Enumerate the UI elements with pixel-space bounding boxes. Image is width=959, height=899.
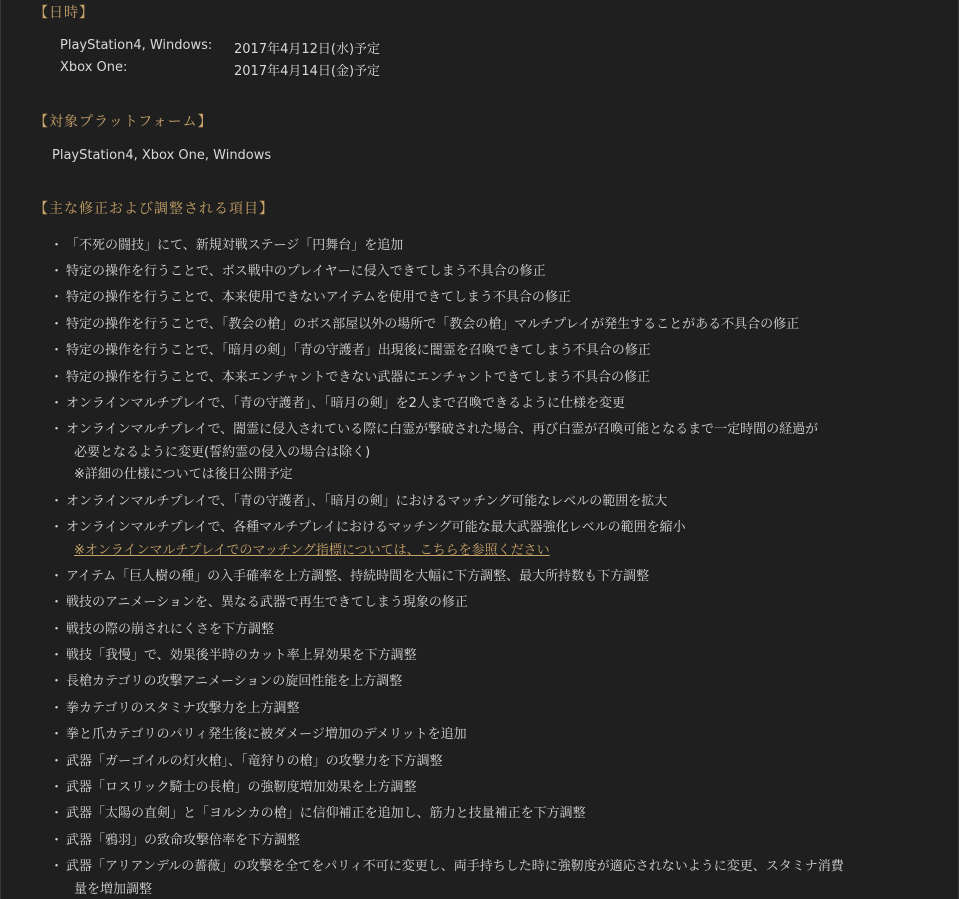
bullet: ・ xyxy=(50,494,64,509)
changes-heading: 【主な修正および調整される項目】 xyxy=(34,201,274,217)
list-item xyxy=(50,418,818,437)
list-item xyxy=(50,723,467,742)
bullet: ・ xyxy=(50,370,64,385)
list-item-continuation: 必要となるように変更(誓約霊の侵入の場合は除く) xyxy=(74,445,371,460)
list-item-text: 戦技の際の崩されにくさを下方調整 xyxy=(66,622,275,637)
bullet: ・ xyxy=(50,422,64,437)
list-item-text: オンラインマルチプレイで、闇霊に侵入されている際に白霊が撃破された場合、再び白霊が召喚可能となるまで一定時間の経過が xyxy=(66,422,819,437)
bullet: ・ xyxy=(50,754,64,769)
bullet: ・ xyxy=(50,780,64,795)
list-item xyxy=(50,644,417,663)
list-item xyxy=(50,829,300,848)
bullet: ・ xyxy=(50,859,64,874)
list-item xyxy=(50,565,649,584)
bullet: ・ xyxy=(50,674,64,689)
bullet: ・ xyxy=(50,520,64,535)
list-item-text: 長槍カテゴリの攻撃アニメーションの旋回性能を上方調整 xyxy=(66,674,403,689)
bullet: ・ xyxy=(50,396,64,411)
list-item xyxy=(50,260,546,279)
list-item xyxy=(50,392,625,411)
list-item xyxy=(50,670,402,689)
list-item-text: 拳と爪カテゴリのパリィ発生後に被ダメージ増加のデメリットを追加 xyxy=(66,727,467,742)
bullet: ・ xyxy=(50,238,64,253)
bullet: ・ xyxy=(50,648,64,663)
list-item xyxy=(50,750,443,769)
list-item xyxy=(50,234,403,253)
list-item-text: 武器「太陽の直剣」と「ヨルシカの槍」に信仰補正を追加し、筋力と技量補正を下方調整 xyxy=(66,806,586,821)
bullet: ・ xyxy=(50,622,64,637)
list-item-text: 戦技のアニメーションを、異なる武器で再生できてしまう現象の修正 xyxy=(66,595,468,610)
bullet: ・ xyxy=(50,264,64,279)
list-item-continuation: 量を増加調整 xyxy=(74,882,153,897)
bullet: ・ xyxy=(50,569,64,584)
schedule-platform-xbox: Xbox One: xyxy=(60,60,128,75)
schedule-date-ps4-windows: 2017年4月12日(水)予定 xyxy=(234,42,381,57)
bullet: ・ xyxy=(50,701,64,716)
list-item-text: オンラインマルチプレイで、各種マルチプレイにおけるマッチング可能な最大武器強化レベルの範囲を縮小 xyxy=(66,520,686,535)
list-item xyxy=(50,490,667,509)
list-item-text: 武器「ガーゴイルの灯火槍」、「竜狩りの槍」の攻撃力を下方調整 xyxy=(66,754,443,769)
list-item xyxy=(50,516,686,535)
schedule-platform-ps4-windows: PlayStation4, Windows: xyxy=(60,38,213,53)
list-item-text: オンラインマルチプレイで、「青の守護者」、「暗月の剣」におけるマッチング可能なレベルの範囲を拡大 xyxy=(66,494,668,509)
list-item-text: 特定の操作を行うことで、「暗月の剣」「青の守護者」出現後に闇霊を召喚できてしまう不具合の修正 xyxy=(66,343,651,358)
schedule-heading: 【日時】 xyxy=(34,5,94,21)
list-item-text: 戦技「我慢」で、効果後半時のカット率上昇効果を下方調整 xyxy=(66,648,417,663)
matching-guide-link[interactable]: ※オンラインマルチプレイでのマッチング指標については、こちらを参照ください xyxy=(74,543,550,558)
list-item-text: 特定の操作を行うことで、ボス戦中のプレイヤーに侵入できてしまう不具合の修正 xyxy=(66,264,546,279)
bullet: ・ xyxy=(50,833,64,848)
list-item-text: アイテム「巨人樹の種」の入手確率を上方調整、持続時間を大幅に下方調整、最大所持数も下方調整 xyxy=(66,569,650,584)
platforms-heading: 【対象プラットフォーム】 xyxy=(34,114,213,130)
platforms-list: PlayStation4, Xbox One, Windows xyxy=(52,148,272,163)
list-item-text: 特定の操作を行うことで、本来エンチャントできない武器にエンチャントできてしまう不具合の修正 xyxy=(66,370,650,385)
list-item xyxy=(50,855,844,874)
bullet: ・ xyxy=(50,595,64,610)
list-item xyxy=(50,339,651,358)
list-item-note: ※詳細の仕様については後日公開予定 xyxy=(74,467,293,482)
list-item-text: 武器「ロスリック騎士の長槍」の強靭度増加効果を上方調整 xyxy=(66,780,417,795)
bullet: ・ xyxy=(50,343,64,358)
bullet: ・ xyxy=(50,806,64,821)
bullet: ・ xyxy=(50,727,64,742)
list-item xyxy=(50,618,274,637)
list-item-text: 武器「鴉羽」の致命攻撃倍率を下方調整 xyxy=(66,833,301,848)
schedule-date-xbox: 2017年4月14日(金)予定 xyxy=(234,64,381,79)
list-item xyxy=(50,591,468,610)
list-item-text: 武器「アリアンデルの薔薇」の攻撃を全てをパリィ不可に変更し、両手持ちした時に強靭度が適応されないように変更、スタミナ消費 xyxy=(66,859,844,874)
list-item-text: 「不死の闘技」にて、新規対戦ステージ「円舞台」を追加 xyxy=(66,238,404,253)
list-item xyxy=(50,802,586,821)
list-item-text: 特定の操作を行うことで、「教会の槍」のボス部屋以外の場所で「教会の槍」マルチプレイが発生することがある不具合の修正 xyxy=(66,317,800,332)
list-item xyxy=(50,286,571,305)
list-item-text: 拳カテゴリのスタミナ攻撃力を上方調整 xyxy=(66,701,300,716)
bullet: ・ xyxy=(50,317,64,332)
list-item-text: 特定の操作を行うことで、本来使用できないアイテムを使用できてしまう不具合の修正 xyxy=(66,290,571,305)
bullet: ・ xyxy=(50,290,64,305)
list-item xyxy=(50,313,799,332)
list-item xyxy=(50,366,650,385)
list-item xyxy=(50,776,416,795)
patch-notes-page xyxy=(1,0,958,899)
list-item-text: オンラインマルチプレイで、「青の守護者」、「暗月の剣」を2人まで召喚できるように仕様を変更 xyxy=(66,396,625,411)
list-item xyxy=(50,697,299,716)
